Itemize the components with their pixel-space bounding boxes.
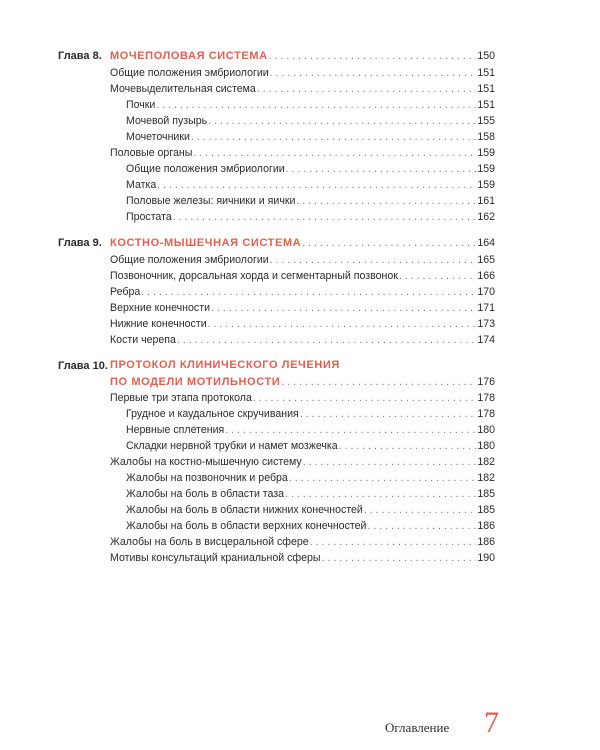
- page-number: 166: [477, 270, 495, 282]
- entry-text: Мочевой пузырь: [126, 115, 208, 127]
- toc-entry[interactable]: [126, 503, 495, 519]
- entry-text: Жалобы на позвоночник и ребра: [126, 472, 288, 484]
- entry-text: Верхние конечности: [110, 302, 210, 314]
- toc-entry[interactable]: [110, 285, 495, 301]
- page-number: 159: [477, 147, 495, 159]
- leader-dots: [339, 439, 477, 453]
- toc-entry[interactable]: [110, 253, 495, 269]
- toc-entry[interactable]: [126, 519, 495, 535]
- toc-entry[interactable]: [110, 82, 495, 98]
- page-number: 151: [477, 67, 495, 79]
- page-number: 185: [477, 488, 495, 500]
- leader-dots: [191, 130, 476, 144]
- entry-text: Мочевыделительная система: [110, 83, 256, 95]
- page-number: 159: [477, 163, 495, 175]
- page-number: 180: [477, 424, 495, 436]
- toc-entry[interactable]: [110, 333, 495, 349]
- chapter-title-line-2: ПО МОДЕЛИ МОТИЛЬНОСТИ: [110, 376, 281, 388]
- toc-entry[interactable]: [126, 114, 495, 130]
- leader-dots: [367, 519, 476, 533]
- leader-dots: [281, 375, 476, 389]
- entry-text: Кости черепа: [110, 334, 176, 346]
- toc-entry[interactable]: [126, 407, 495, 423]
- entry-text: Первые три этапа протокола: [110, 392, 252, 404]
- entry-text: Позвоночник, дорсальная хорда и сегментарный позвонок: [110, 270, 398, 282]
- chapter-title-row[interactable]: [110, 49, 495, 65]
- page-number: 171: [477, 302, 495, 314]
- page-number: 158: [477, 131, 495, 143]
- toc-entry[interactable]: [126, 439, 495, 455]
- entry-text: Общие положения эмбриологии: [110, 67, 269, 79]
- footer-section-label: Оглавление: [385, 720, 450, 735]
- leader-dots: [399, 269, 476, 283]
- leader-dots: [156, 98, 476, 112]
- toc-entry[interactable]: [110, 317, 495, 333]
- entry-text: Общие положения эмбриологии: [110, 254, 269, 266]
- page-number: 176: [477, 376, 495, 388]
- leader-dots: [310, 535, 477, 549]
- toc-entry[interactable]: [110, 391, 495, 407]
- toc-entry[interactable]: [126, 98, 495, 114]
- page-number: 190: [477, 552, 495, 564]
- toc-entry[interactable]: [126, 423, 495, 439]
- leader-dots: [208, 317, 477, 331]
- entry-text: Общие положения эмбриологии: [126, 163, 285, 175]
- page-number: 182: [477, 456, 495, 468]
- footer-page-number: 7: [484, 706, 499, 739]
- leader-dots: [157, 178, 476, 192]
- page-number: 161: [477, 195, 495, 207]
- entry-text: Ребра: [110, 286, 141, 298]
- page-number: 180: [477, 440, 495, 452]
- entry-text: Жалобы на костно-мышечную систему: [110, 456, 302, 468]
- leader-dots: [269, 49, 477, 63]
- toc-entry[interactable]: [126, 487, 495, 503]
- leader-dots: [270, 66, 477, 80]
- toc-entry[interactable]: [126, 130, 495, 146]
- toc-entry[interactable]: [126, 178, 495, 194]
- entry-text: Нижние конечности: [110, 318, 207, 330]
- entry-text: Мотивы консультаций краниальной сферы: [110, 552, 321, 564]
- leader-dots: [141, 285, 476, 299]
- page-number: 151: [477, 99, 495, 111]
- chapter-label: Глава 10.: [58, 360, 108, 372]
- page-number: 165: [477, 254, 495, 266]
- entry-text: Мочеточники: [126, 131, 190, 143]
- leader-dots: [211, 301, 476, 315]
- leader-dots: [302, 236, 476, 250]
- entry-text: Жалобы на боль в области таза: [126, 488, 285, 500]
- page-number: 182: [477, 472, 495, 484]
- toc-entry[interactable]: [110, 551, 495, 567]
- toc-entry[interactable]: [110, 535, 495, 551]
- entry-text: Грудное и каудальное скручивания: [126, 408, 299, 420]
- leader-dots: [289, 471, 476, 485]
- entry-text: Половые железы: яичники и яички: [126, 195, 296, 207]
- leader-dots: [193, 146, 476, 160]
- leader-dots: [253, 391, 476, 405]
- toc-entry[interactable]: [126, 162, 495, 178]
- entry-text: Почки: [126, 99, 156, 111]
- page-number: 174: [477, 334, 495, 346]
- chapter-title: МОЧЕПОЛОВАЯ СИСТЕМА: [110, 50, 268, 62]
- page-number: 162: [477, 211, 495, 223]
- leader-dots: [296, 194, 476, 208]
- leader-dots: [322, 551, 477, 565]
- chapter-title-row[interactable]: [110, 236, 495, 252]
- entry-text: Складки нервной трубки и намет мозжечка: [126, 440, 338, 452]
- toc-entry[interactable]: [126, 210, 495, 226]
- toc-entry[interactable]: [110, 455, 495, 471]
- chapter-title-line-1[interactable]: ПРОТОКОЛ КЛИНИЧЕСКОГО ЛЕЧЕНИЯ: [110, 359, 340, 371]
- chapter-label: Глава 9.: [58, 237, 102, 249]
- page-number: 170: [477, 286, 495, 298]
- leader-dots: [270, 253, 477, 267]
- entry-text: Жалобы на боль в висцеральной сфере: [110, 536, 309, 548]
- leader-dots: [208, 114, 476, 128]
- page-number: 178: [477, 392, 495, 404]
- page-number: 186: [477, 520, 495, 532]
- chapter-title-row[interactable]: [110, 375, 495, 391]
- entry-text: Половые органы: [110, 147, 193, 159]
- leader-dots: [285, 487, 476, 501]
- chapter-label: Глава 8.: [58, 50, 102, 62]
- page-number: 151: [477, 83, 495, 95]
- page-number: 164: [477, 237, 495, 249]
- page-number: 155: [477, 115, 495, 127]
- toc-entry[interactable]: [110, 66, 495, 82]
- leader-dots: [364, 503, 477, 517]
- toc-entry[interactable]: [110, 269, 495, 285]
- page-number: 173: [477, 318, 495, 330]
- leader-dots: [225, 423, 476, 437]
- entry-text: Простата: [126, 211, 172, 223]
- leader-dots: [177, 333, 476, 347]
- leader-dots: [286, 162, 477, 176]
- entry-text: Жалобы на боль в области нижних конечностей: [126, 504, 363, 516]
- leader-dots: [257, 82, 477, 96]
- toc-entry[interactable]: [110, 301, 495, 317]
- page-number: 185: [477, 504, 495, 516]
- toc-entry[interactable]: [126, 194, 495, 210]
- page-number: 150: [477, 50, 495, 62]
- page-number: 159: [477, 179, 495, 191]
- leader-dots: [303, 455, 477, 469]
- leader-dots: [300, 407, 477, 421]
- entry-text: Жалобы на боль в области верхних конечностей: [126, 520, 367, 532]
- entry-text: Матка: [126, 179, 157, 191]
- chapter-title: КОСТНО-МЫШЕЧНАЯ СИСТЕМА: [110, 237, 302, 249]
- leader-dots: [173, 210, 477, 224]
- page-number: 186: [477, 536, 495, 548]
- toc-entry[interactable]: [110, 146, 495, 162]
- toc-entry[interactable]: [126, 471, 495, 487]
- page-number: 178: [477, 408, 495, 420]
- entry-text: Нервные сплетения: [126, 424, 225, 436]
